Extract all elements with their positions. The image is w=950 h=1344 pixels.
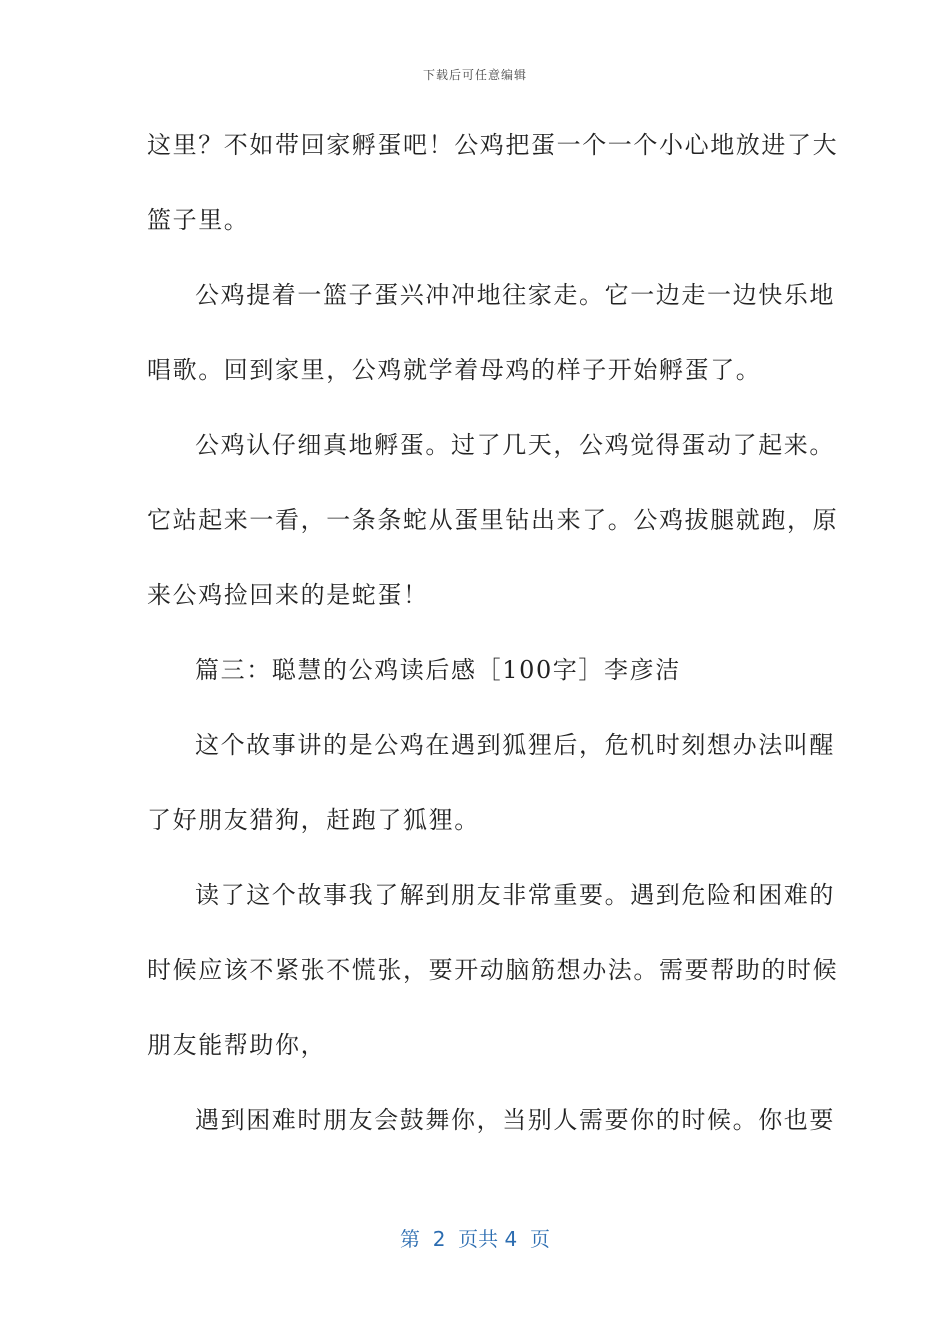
- paragraph-line: 遇到困难时朋友会鼓舞你，当别人需要你的时候。你也要: [195, 1106, 835, 1134]
- text-line: 时候应该不紧张不慌张，要开动脑筋想办法。需要帮助的时候: [147, 956, 839, 984]
- document-body: [147, 118, 839, 1168]
- text-line: 这里？不如带回家孵蛋吧！公鸡把蛋一个一个小心地放进了大: [147, 131, 839, 159]
- text-line: 它站起来一看，一条条蛇从蛋里钻出来了。公鸡拔腿就跑，原: [147, 506, 839, 534]
- paragraph-line: 公鸡认仔细真地孵蛋。过了几天，公鸡觉得蛋动了起来。: [195, 431, 835, 459]
- page-header-note: 下载后可任意编辑: [422, 68, 527, 82]
- paragraph-line: 这个故事讲的是公鸡在遇到狐狸后，危机时刻想办法叫醒: [195, 731, 835, 759]
- text-line: 朋友能帮助你，: [147, 1031, 327, 1059]
- text-line: 了好朋友猎狗，赶跑了狐狸。: [147, 806, 480, 834]
- text-line: 篮子里。: [147, 206, 250, 234]
- text-line: 唱歌。回到家里，公鸡就学着母鸡的样子开始孵蛋了。: [147, 356, 762, 384]
- text-line: 来公鸡捡回来的是蛇蛋！: [147, 581, 429, 609]
- section-heading: 篇三：聪慧的公鸡读后感［100字］李彦洁: [195, 656, 681, 684]
- page-number-footer: 第 2 页共 4 页: [400, 1227, 550, 1251]
- paragraph-line: 公鸡提着一篮子蛋兴冲冲地往家走。它一边走一边快乐地: [195, 281, 835, 309]
- paragraph-line: 读了这个故事我了解到朋友非常重要。遇到危险和困难的: [195, 881, 835, 909]
